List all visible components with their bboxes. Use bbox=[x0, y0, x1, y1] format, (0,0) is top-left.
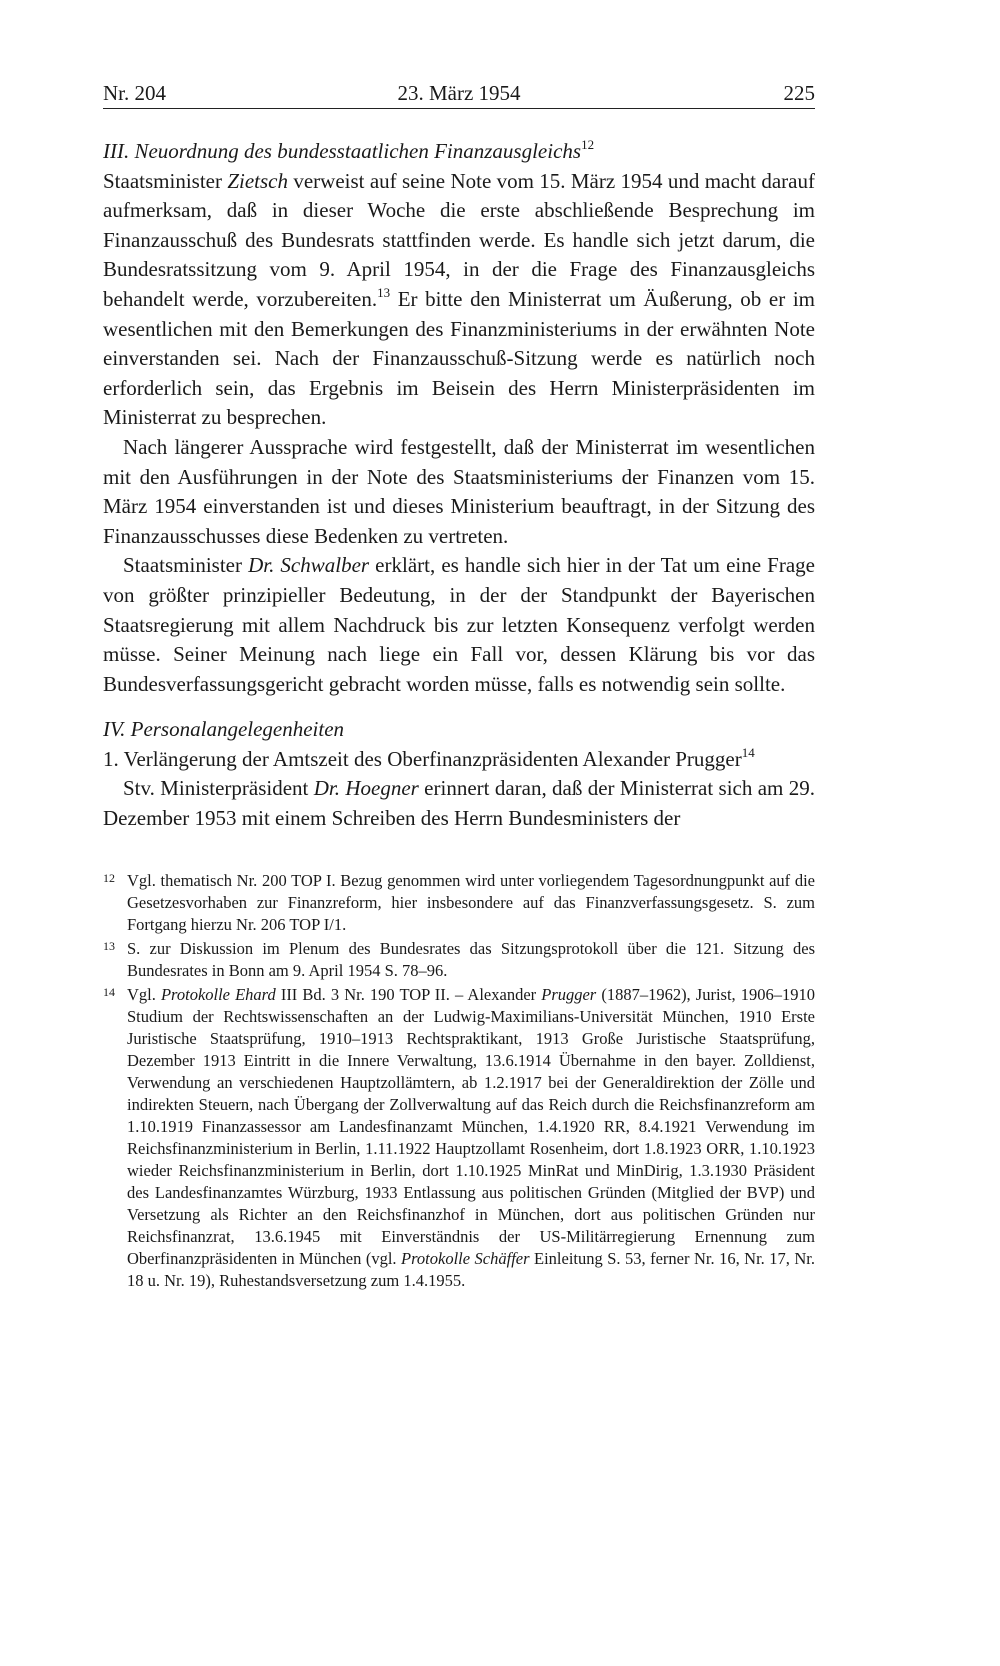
person-name: Dr. Hoegner bbox=[313, 776, 419, 801]
footnote-13: 13 S. zur Diskussion im Plenum des Bundesrates das Sitzungsprotokoll über die 121. Sitzung des Bundesrates in Bonn am 9. April 1954 S. 78–96. bbox=[103, 938, 815, 982]
section-heading-4: IV. Personalangelegenheiten bbox=[103, 717, 345, 742]
footnote-number: 12 bbox=[103, 870, 115, 885]
footnote-12: 12 Vgl. thematisch Nr. 200 TOP I. Bezug genommen wird unter vorliegendem Tagesordnungpunkt auf die Gesetzesvorhaben zur Finanzreform, hier insbesondere auf das Finanzverfassungsgesetz. S. zum Fortgang hierzu Nr. 206 TOP I/1. bbox=[103, 870, 815, 936]
footnote-ref-13[interactable]: 13 bbox=[377, 284, 391, 300]
paragraph: Stv. Ministerpräsident Dr. Hoegner erinnert daran, daß der Ministerrat sich am 29. Dezember 1953 mit einem Schreiben des Herrn Bundesministers der bbox=[103, 776, 815, 831]
section-heading-3: III. Neuordnung des bundesstaatlichen Finanzausgleichs$^{12}$ bbox=[103, 137, 595, 163]
cited-work: Protokolle Ehard bbox=[160, 984, 276, 1004]
document-page bbox=[103, 78, 815, 1294]
footnote-number: 13 bbox=[103, 938, 115, 953]
paragraph: Staatsminister Dr. Schwalber erklärt, es handle sich hier in der Tat um eine Frage von größter prinzipieller Bedeutung, in der der Standpunkt der Bayerischen Staatsregierung mit allem Nachdruck bis zur letzten Konsequenz verfolgt werden müsse. Seiner Meinung nach liege ein Fall vor, dessen Klärung bis vor das Bundesverfassungsgericht gebracht worden müsse, falls es notwendig sein sollte. bbox=[103, 553, 815, 696]
agenda-item: 1. Verlängerung der Amtszeit des Oberfinanzpräsidenten Alexander Prugger$^{14}$ bbox=[103, 744, 755, 771]
cited-work: Protokolle Schäffer bbox=[401, 1248, 530, 1268]
document-date: 23. März 1954 bbox=[397, 81, 521, 105]
footnote-ref-12[interactable]: 12 bbox=[581, 137, 595, 152]
person-name: Zietsch bbox=[227, 168, 288, 193]
document-number: Nr. 204 bbox=[103, 81, 166, 105]
page-number: 225 bbox=[783, 81, 815, 105]
footnote-number: 14 bbox=[103, 984, 115, 999]
footnotes bbox=[103, 870, 815, 1292]
paragraph: Nach längerer Aussprache wird festgestellt, daß der Ministerrat im wesentlichen mit den Ausführungen in der Note des Staatsministeriums der Finanzen vom 15. März 1954 einverstanden ist und dieses Ministerium beauftragt, in der Sitzung des Finanzausschusses diese Bedenken zu vertreten. bbox=[103, 434, 815, 548]
running-head bbox=[103, 78, 815, 109]
main-text bbox=[103, 137, 815, 834]
footnote-ref-14[interactable]: 14 bbox=[741, 744, 755, 760]
person-name: Dr. Schwalber bbox=[248, 553, 370, 578]
paragraph: Staatsminister Zietsch verweist auf seine Note vom 15. März 1954 und macht darauf aufmerksam, daß in dieser Woche die erste abschließende Besprechung im Finanzausschuß des Bundesrats stattfinden werde. Es handle sich jetzt darum, die Bundesratssitzung vom 9. April 1954, in der die Frage des Finanzausgleichs behandelt werde, vorzubereiten.$^{13}$ Er bitte den Ministerrat um Äußerung, ob er im wesentlichen mit den Bemerkungen des Finanzministeriums in der erwähnten Note einverstanden sei. Nach der Finanzausschuß-Sitzung werde es natürlich noch erforderlich sein, das Ergebnis im Beisein des Herrn Ministerpräsidenten im Ministerrat zu besprechen. bbox=[103, 168, 815, 430]
footnote-14: 14 Vgl. Protokolle Ehard III Bd. 3 Nr. 190 TOP II. – Alexander Prugger (1887–1962), Jurist, 1906–1910 Studium der Rechtswissenschaften an der Ludwig-Maximilians-Universität München, 1910 Erste Juristische Staatsprüfung, 1910–1913 Rechtspraktikant, 1913 Große Juristische Staatsprüfung, Dezember 1913 Eintritt in die Innere Verwaltung, 13.6.1914 Übernahme in den bayer. Zolldienst, Verwendung an verschiedenen Hauptzollämtern, ab 1.2.1917 bei der Generaldirektion der Zölle und indirekten Steuern, nach Übergang der Zollverwaltung auf das Reich durch die Reichsfinanzreform am 1.10.1919 Finanzassessor am Landesfinanzamt München, 1.4.1920 RR, 8.4.1921 Verwendung im Reichsfinanzministerium in Berlin, 1.11.1922 Hauptzollamt Rosenheim, dort 1.8.1923 ORR, 1.10.1923 wieder Reichsfinanzministerium in Berlin, dort 1.10.1925 MinRat und MinDirig, 1.3.1930 Präsident des Landesfinanzamtes Würzburg, 1933 Entlassung aus politischen Gründen (Mitglied der BVP) und Versetzung als Richter an den Reichsfinanzhof in München, dort aus politischen Gründen nur Reichsfinanzrat, 13.6.1945 mit Einverständnis der US-Militärregierung Ernennung zum Oberfinanzpräsidenten in München (vgl. Protokolle Schäffer Einleitung S. 53, ferner Nr. 16, Nr. 17, Nr. 18 u. Nr. 19), Ruhestandsversetzung zum 1.4.1955. bbox=[103, 984, 815, 1292]
person-name: Prugger bbox=[541, 984, 597, 1004]
